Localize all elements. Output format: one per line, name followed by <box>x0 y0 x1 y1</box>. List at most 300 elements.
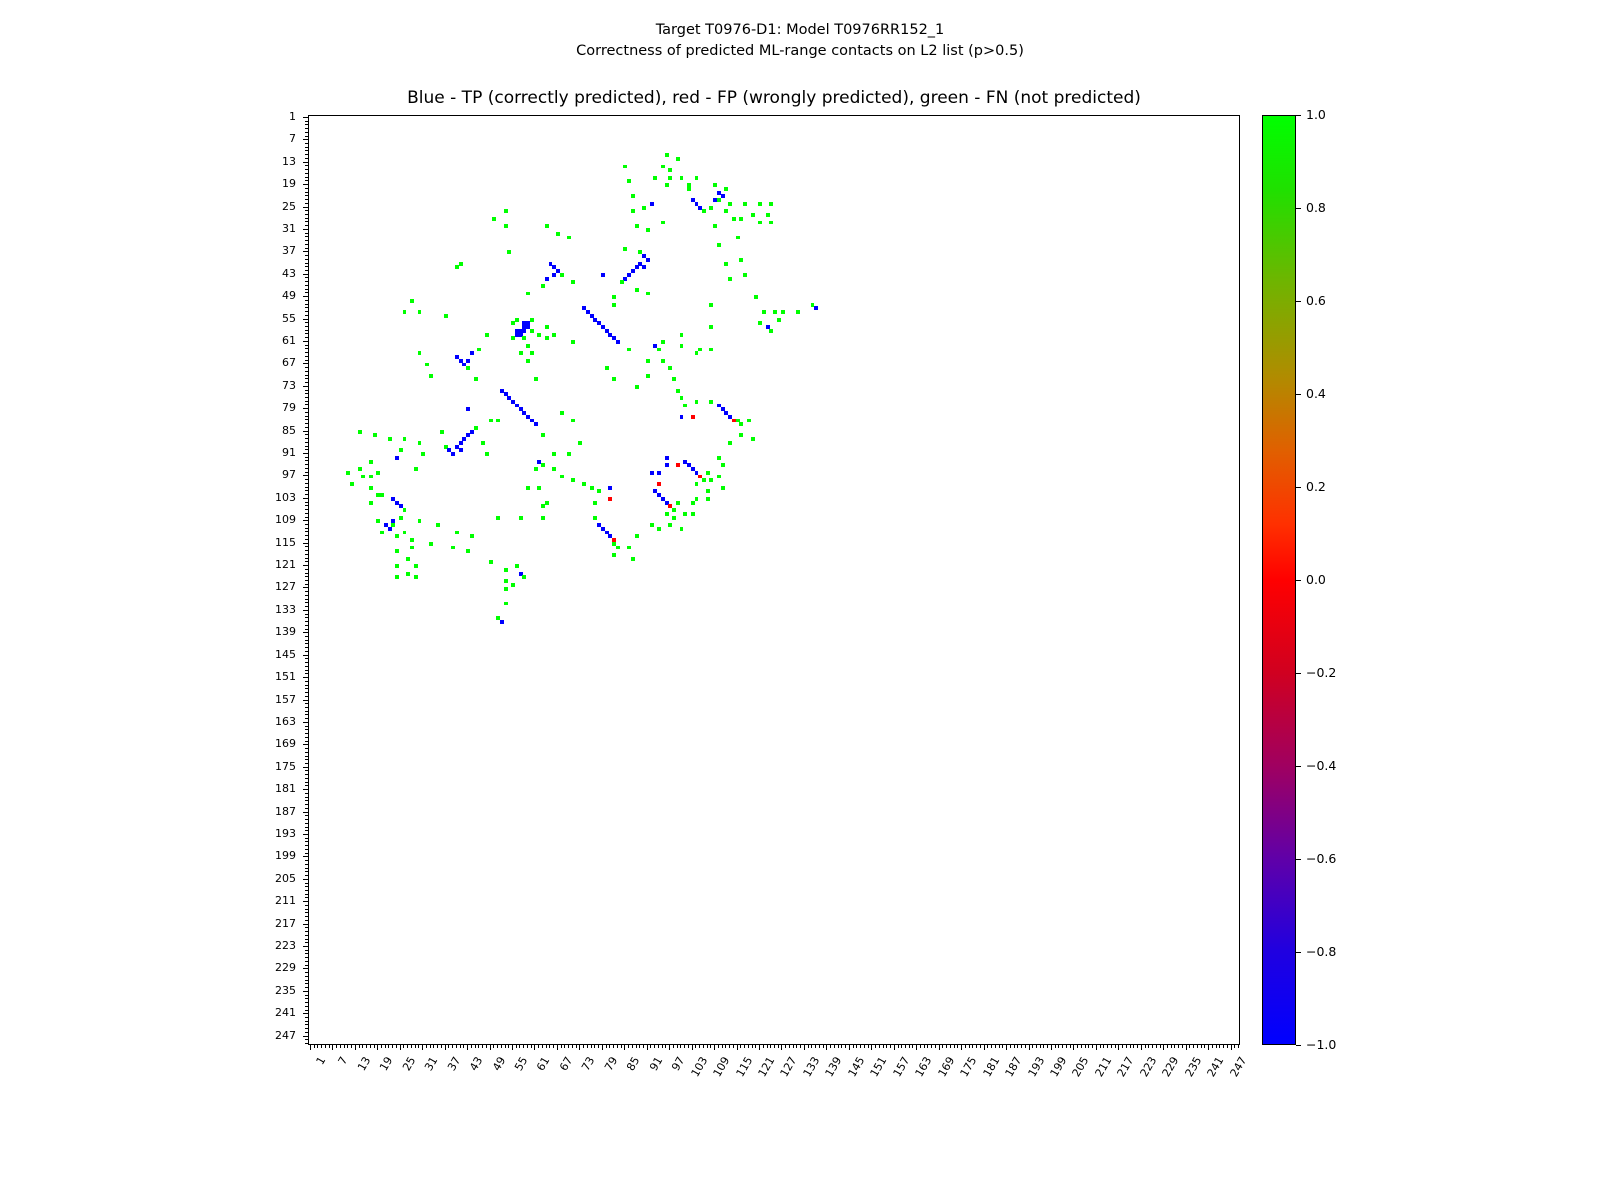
y-minor-tick <box>305 834 308 835</box>
x-minor-tick <box>883 1045 884 1048</box>
y-minor-tick <box>305 124 308 125</box>
x-tick-label: 157 <box>890 1054 913 1080</box>
y-minor-tick <box>305 658 308 659</box>
y-minor-tick <box>305 864 308 865</box>
y-minor-tick <box>305 177 308 178</box>
x-minor-tick <box>894 1045 895 1048</box>
x-minor-tick <box>564 1045 565 1048</box>
colorbar-tick-label: −0.2 <box>1306 665 1337 680</box>
x-minor-tick <box>527 1045 528 1048</box>
y-minor-tick <box>305 229 308 230</box>
x-minor-tick <box>1077 1045 1078 1048</box>
y-minor-tick <box>305 248 308 249</box>
y-minor-tick <box>305 752 308 753</box>
y-minor-tick <box>305 655 308 656</box>
x-tick-label: 127 <box>778 1054 800 1080</box>
x-minor-tick <box>654 1045 655 1048</box>
y-minor-tick <box>305 875 308 876</box>
x-minor-tick <box>546 1045 547 1048</box>
y-minor-tick <box>305 210 308 211</box>
x-minor-tick <box>628 1045 629 1048</box>
y-minor-tick <box>305 651 308 652</box>
x-minor-tick <box>310 1045 311 1048</box>
x-minor-tick <box>576 1045 577 1048</box>
y-tick-label: 223 <box>275 939 296 953</box>
x-minor-tick <box>351 1045 352 1048</box>
x-minor-tick <box>579 1045 580 1048</box>
colorbar-tick-mark <box>1296 580 1301 581</box>
y-minor-tick <box>305 371 308 372</box>
x-minor-tick <box>512 1045 513 1048</box>
x-minor-tick <box>804 1045 805 1048</box>
y-minor-tick <box>305 599 308 600</box>
x-minor-tick <box>426 1045 427 1048</box>
x-minor-tick <box>931 1045 932 1048</box>
x-minor-tick <box>317 1045 318 1048</box>
x-minor-tick <box>688 1045 689 1048</box>
legend-caption: Blue - TP (correctly predicted), red - FP (wrongly predicted), green - FN (not predicted) <box>407 88 1141 108</box>
x-minor-tick <box>1115 1045 1116 1048</box>
y-minor-tick <box>305 741 308 742</box>
y-minor-tick <box>305 117 308 118</box>
y-minor-tick <box>305 748 308 749</box>
x-tick-label: 145 <box>845 1054 868 1080</box>
x-minor-tick <box>1118 1045 1119 1048</box>
y-minor-tick <box>305 296 308 297</box>
y-minor-tick <box>305 139 308 140</box>
y-minor-tick <box>305 987 308 988</box>
x-minor-tick <box>1231 1045 1232 1048</box>
y-minor-tick <box>305 827 308 828</box>
x-minor-tick <box>662 1045 663 1048</box>
y-minor-tick <box>305 330 308 331</box>
x-minor-tick <box>460 1045 461 1048</box>
y-minor-tick <box>305 505 308 506</box>
y-minor-tick <box>305 666 308 667</box>
y-tick-label: 175 <box>275 759 296 773</box>
colorbar-tick-mark <box>1296 1045 1301 1046</box>
y-minor-tick <box>305 214 308 215</box>
x-minor-tick <box>606 1045 607 1048</box>
x-minor-tick <box>737 1045 738 1048</box>
y-minor-tick <box>305 345 308 346</box>
x-minor-tick <box>433 1045 434 1048</box>
x-minor-tick <box>594 1045 595 1048</box>
y-minor-tick <box>305 154 308 155</box>
y-minor-tick <box>305 632 308 633</box>
x-minor-tick <box>695 1045 696 1048</box>
y-minor-tick <box>305 285 308 286</box>
x-minor-tick <box>377 1045 378 1048</box>
x-minor-tick <box>1107 1045 1108 1048</box>
x-minor-tick <box>1167 1045 1168 1048</box>
x-minor-tick <box>912 1045 913 1048</box>
y-tick-label: 73 <box>282 378 296 392</box>
y-minor-tick <box>305 901 308 902</box>
x-minor-tick <box>415 1045 416 1048</box>
x-minor-tick <box>374 1045 375 1048</box>
y-minor-tick <box>305 636 308 637</box>
x-minor-tick <box>927 1045 928 1048</box>
x-minor-tick <box>1055 1045 1056 1048</box>
y-minor-tick <box>305 879 308 880</box>
x-minor-tick <box>505 1045 506 1048</box>
x-minor-tick <box>995 1045 996 1048</box>
y-tick-label: 121 <box>275 558 296 572</box>
colorbar-tick-label: −1.0 <box>1306 1037 1337 1052</box>
x-minor-tick <box>1148 1045 1149 1048</box>
y-tick-label: 55 <box>282 311 296 325</box>
y-tick-label: 229 <box>275 961 296 975</box>
y-minor-tick <box>305 464 308 465</box>
y-minor-tick <box>305 909 308 910</box>
x-minor-tick <box>445 1045 446 1048</box>
x-minor-tick <box>980 1045 981 1048</box>
x-minor-tick <box>538 1045 539 1048</box>
y-minor-tick <box>305 520 308 521</box>
y-minor-tick <box>305 427 308 428</box>
x-minor-tick <box>1234 1045 1235 1048</box>
y-minor-tick <box>305 573 308 574</box>
y-minor-tick <box>305 995 308 996</box>
y-minor-tick <box>305 935 308 936</box>
x-minor-tick <box>684 1045 685 1048</box>
y-minor-tick <box>305 797 308 798</box>
x-tick-label: 235 <box>1182 1054 1205 1080</box>
colorbar-tick-label: 0.2 <box>1306 479 1326 494</box>
y-minor-tick <box>305 565 308 566</box>
y-tick-label: 163 <box>275 714 296 728</box>
y-minor-tick <box>305 498 308 499</box>
y-minor-tick <box>305 871 308 872</box>
x-minor-tick <box>467 1045 468 1048</box>
x-minor-tick <box>1152 1045 1153 1048</box>
y-minor-tick <box>305 580 308 581</box>
y-tick-label: 67 <box>282 356 296 370</box>
x-minor-tick <box>868 1045 869 1048</box>
x-minor-tick <box>875 1045 876 1048</box>
y-minor-tick <box>305 307 308 308</box>
y-minor-tick <box>305 759 308 760</box>
x-minor-tick <box>639 1045 640 1048</box>
y-minor-tick <box>305 311 308 312</box>
x-tick-label: 241 <box>1204 1054 1227 1080</box>
x-tick-label: 37 <box>444 1054 464 1074</box>
y-tick-label: 49 <box>282 289 296 303</box>
y-minor-tick <box>305 423 308 424</box>
y-minor-tick <box>305 998 308 999</box>
y-minor-tick <box>305 184 308 185</box>
colorbar-tick-mark <box>1296 673 1301 674</box>
x-minor-tick <box>557 1045 558 1048</box>
y-minor-tick <box>305 412 308 413</box>
x-minor-tick <box>950 1045 951 1048</box>
x-minor-tick <box>707 1045 708 1048</box>
x-minor-tick <box>669 1045 670 1048</box>
x-minor-tick <box>1223 1045 1224 1048</box>
y-minor-tick <box>305 289 308 290</box>
y-minor-tick <box>305 121 308 122</box>
x-tick-label: 109 <box>710 1054 733 1080</box>
x-minor-tick <box>860 1045 861 1048</box>
x-minor-tick <box>841 1045 842 1048</box>
x-minor-tick <box>703 1045 704 1048</box>
x-minor-tick <box>965 1045 966 1048</box>
x-minor-tick <box>1160 1045 1161 1048</box>
x-minor-tick <box>542 1045 543 1048</box>
x-minor-tick <box>1010 1045 1011 1048</box>
x-minor-tick <box>650 1045 651 1048</box>
x-tick-label: 31 <box>422 1054 441 1074</box>
x-minor-tick <box>347 1045 348 1048</box>
x-minor-tick <box>811 1045 812 1048</box>
x-minor-tick <box>1029 1045 1030 1048</box>
y-minor-tick <box>305 718 308 719</box>
y-minor-tick <box>305 281 308 282</box>
x-minor-tick <box>1186 1045 1187 1048</box>
y-minor-tick <box>305 924 308 925</box>
y-minor-tick <box>305 763 308 764</box>
x-minor-tick <box>598 1045 599 1048</box>
x-minor-tick <box>961 1045 962 1048</box>
x-minor-tick <box>1193 1045 1194 1048</box>
x-minor-tick <box>1126 1045 1127 1048</box>
x-minor-tick <box>778 1045 779 1048</box>
y-minor-tick <box>305 319 308 320</box>
y-minor-tick <box>305 225 308 226</box>
figure-title-line1: Target T0976-D1: Model T0976RR152_1 <box>655 22 945 38</box>
x-minor-tick <box>321 1045 322 1048</box>
x-minor-tick <box>549 1045 550 1048</box>
y-minor-tick <box>305 621 308 622</box>
x-minor-tick <box>1040 1045 1041 1048</box>
x-minor-tick <box>362 1045 363 1048</box>
y-tick-label: 235 <box>275 983 296 997</box>
y-minor-tick <box>305 1013 308 1014</box>
y-minor-tick <box>305 980 308 981</box>
y-tick-label: 31 <box>282 221 296 235</box>
y-minor-tick <box>305 315 308 316</box>
y-minor-tick <box>305 912 308 913</box>
x-minor-tick <box>1145 1045 1146 1048</box>
y-minor-tick <box>305 819 308 820</box>
y-minor-tick <box>305 670 308 671</box>
x-tick-label: 85 <box>624 1054 643 1074</box>
y-minor-tick <box>305 629 308 630</box>
y-tick-label: 37 <box>282 244 296 258</box>
y-minor-tick <box>305 625 308 626</box>
x-minor-tick <box>796 1045 797 1048</box>
x-minor-tick <box>1208 1045 1209 1048</box>
x-minor-tick <box>366 1045 367 1048</box>
y-tick-label: 97 <box>282 468 296 482</box>
x-minor-tick <box>1238 1045 1239 1048</box>
y-minor-tick <box>305 397 308 398</box>
y-minor-tick <box>305 274 308 275</box>
y-tick-label: 139 <box>275 625 296 639</box>
y-minor-tick <box>305 942 308 943</box>
y-minor-tick <box>305 950 308 951</box>
y-minor-tick <box>305 550 308 551</box>
x-tick-label: 187 <box>1002 1054 1025 1080</box>
colorbar-tick-label: 0.8 <box>1306 200 1326 215</box>
x-minor-tick <box>1103 1045 1104 1048</box>
y-minor-tick <box>305 401 308 402</box>
y-tick-label: 205 <box>275 871 296 885</box>
x-minor-tick <box>815 1045 816 1048</box>
y-minor-tick <box>305 983 308 984</box>
y-minor-tick <box>305 360 308 361</box>
x-minor-tick <box>744 1045 745 1048</box>
x-minor-tick <box>392 1045 393 1048</box>
x-tick-label: 25 <box>399 1054 419 1074</box>
x-minor-tick <box>954 1045 955 1048</box>
x-minor-tick <box>418 1045 419 1048</box>
x-minor-tick <box>1174 1045 1175 1048</box>
y-minor-tick <box>305 524 308 525</box>
x-minor-tick <box>789 1045 790 1048</box>
y-minor-tick <box>305 543 308 544</box>
y-minor-tick <box>305 692 308 693</box>
y-minor-tick <box>305 468 308 469</box>
y-minor-tick <box>305 143 308 144</box>
y-minor-tick <box>305 677 308 678</box>
x-minor-tick <box>748 1045 749 1048</box>
x-minor-tick <box>355 1045 356 1048</box>
y-minor-tick <box>305 128 308 129</box>
x-minor-tick <box>1197 1045 1198 1048</box>
y-minor-tick <box>305 277 308 278</box>
y-minor-tick <box>305 946 308 947</box>
y-minor-tick <box>305 617 308 618</box>
y-minor-tick <box>305 883 308 884</box>
y-minor-tick <box>305 1028 308 1029</box>
y-minor-tick <box>305 147 308 148</box>
x-tick-label: 133 <box>800 1054 823 1080</box>
y-tick-label: 79 <box>282 401 296 415</box>
x-minor-tick <box>501 1045 502 1048</box>
y-minor-tick <box>305 744 308 745</box>
x-minor-tick <box>999 1045 1000 1048</box>
x-minor-tick <box>422 1045 423 1048</box>
colorbar-tick-label: −0.8 <box>1306 944 1337 959</box>
y-minor-tick <box>305 255 308 256</box>
y-minor-tick <box>305 894 308 895</box>
x-minor-tick <box>1066 1045 1067 1048</box>
x-minor-tick <box>677 1045 678 1048</box>
x-minor-tick <box>1182 1045 1183 1048</box>
x-minor-tick <box>493 1045 494 1048</box>
y-minor-tick <box>305 782 308 783</box>
colorbar-tick-mark <box>1296 394 1301 395</box>
y-minor-tick <box>305 136 308 137</box>
colorbar-tick-label: −0.4 <box>1306 758 1337 773</box>
x-tick-label: 55 <box>512 1054 531 1074</box>
x-minor-tick <box>1062 1045 1063 1048</box>
x-minor-tick <box>329 1045 330 1048</box>
y-tick-label: 241 <box>275 1006 296 1020</box>
y-minor-tick <box>305 162 308 163</box>
y-tick-label: 1 <box>289 109 296 123</box>
x-minor-tick <box>553 1045 554 1048</box>
y-minor-tick <box>305 244 308 245</box>
figure-title-line2: Correctness of predicted ML-range contacts on L2 list (p>0.5) <box>576 43 1024 59</box>
x-tick-label: 49 <box>489 1054 508 1074</box>
y-minor-tick <box>305 221 308 222</box>
y-minor-tick <box>305 337 308 338</box>
x-minor-tick <box>448 1045 449 1048</box>
y-tick-label: 145 <box>275 647 296 661</box>
y-tick-label: 127 <box>275 580 296 594</box>
colorbar-tick-mark <box>1296 301 1301 302</box>
y-minor-tick <box>305 804 308 805</box>
x-minor-tick <box>1032 1045 1033 1048</box>
y-minor-tick <box>305 218 308 219</box>
y-minor-tick <box>305 845 308 846</box>
colorbar-tick-mark <box>1296 766 1301 767</box>
y-minor-tick <box>305 333 308 334</box>
x-minor-tick <box>1096 1045 1097 1048</box>
colorbar-tick-mark <box>1296 859 1301 860</box>
y-minor-tick <box>305 169 308 170</box>
y-minor-tick <box>305 457 308 458</box>
x-minor-tick <box>624 1045 625 1048</box>
x-minor-tick <box>602 1045 603 1048</box>
y-minor-tick <box>305 808 308 809</box>
x-minor-tick <box>430 1045 431 1048</box>
y-minor-tick <box>305 576 308 577</box>
y-minor-tick <box>305 1043 308 1044</box>
y-minor-tick <box>305 322 308 323</box>
y-minor-tick <box>305 897 308 898</box>
y-minor-tick <box>305 300 308 301</box>
x-tick-label: 199 <box>1047 1054 1070 1080</box>
y-minor-tick <box>305 707 308 708</box>
x-tick-label: 103 <box>688 1054 711 1080</box>
y-minor-tick <box>305 640 308 641</box>
y-minor-tick <box>305 259 308 260</box>
y-minor-tick <box>305 192 308 193</box>
x-minor-tick <box>1070 1045 1071 1048</box>
y-minor-tick <box>305 132 308 133</box>
y-minor-tick <box>305 774 308 775</box>
x-minor-tick <box>1100 1045 1101 1048</box>
y-minor-tick <box>305 375 308 376</box>
y-minor-tick <box>305 584 308 585</box>
y-minor-tick <box>305 431 308 432</box>
y-minor-tick <box>305 920 308 921</box>
x-tick-label: 217 <box>1114 1054 1137 1080</box>
x-minor-tick <box>770 1045 771 1048</box>
x-minor-tick <box>568 1045 569 1048</box>
y-minor-tick <box>305 195 308 196</box>
x-minor-tick <box>718 1045 719 1048</box>
x-minor-tick <box>336 1045 337 1048</box>
y-minor-tick <box>305 700 308 701</box>
x-minor-tick <box>1178 1045 1179 1048</box>
y-minor-tick <box>305 535 308 536</box>
x-minor-tick <box>710 1045 711 1048</box>
x-minor-tick <box>1047 1045 1048 1048</box>
y-minor-tick <box>305 890 308 891</box>
x-minor-tick <box>587 1045 588 1048</box>
x-minor-tick <box>845 1045 846 1048</box>
colorbar-tick-mark <box>1296 487 1301 488</box>
x-minor-tick <box>793 1045 794 1048</box>
x-minor-tick <box>486 1045 487 1048</box>
colorbar-tick-label: 0.0 <box>1306 572 1326 587</box>
y-minor-tick <box>305 203 308 204</box>
